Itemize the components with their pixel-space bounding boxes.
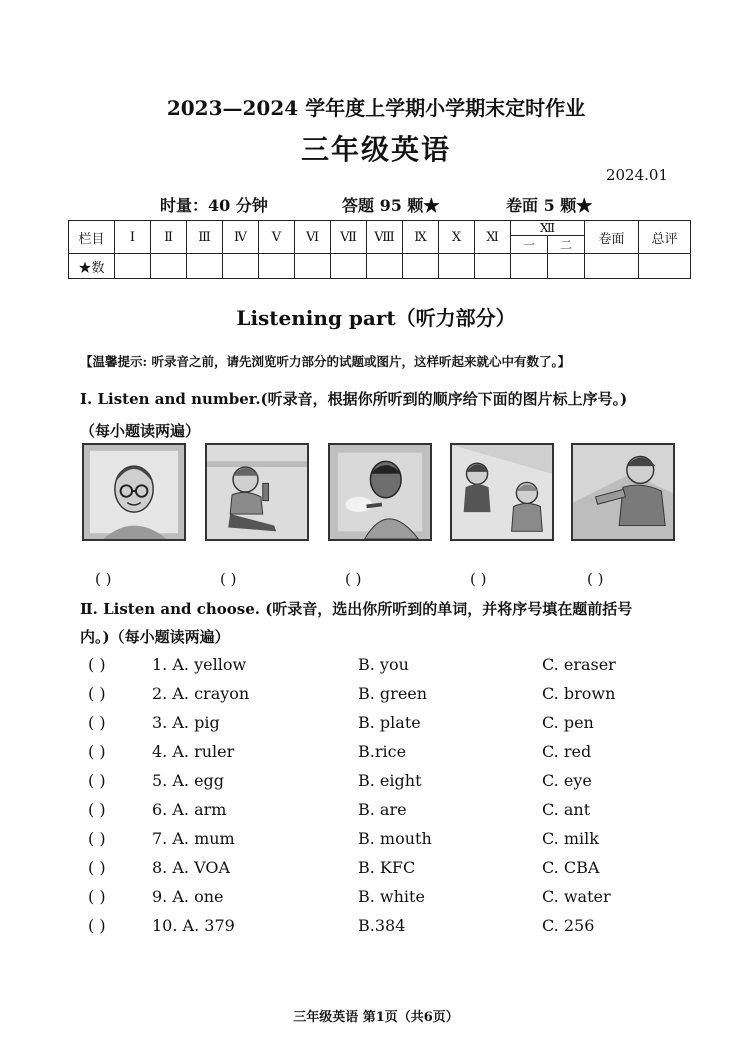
option-c: C. red: [542, 742, 592, 761]
option-b: B.rice: [358, 742, 407, 761]
score-col-header: Ⅹ: [439, 221, 475, 254]
option-b: B. are: [358, 800, 407, 819]
option-b: B. green: [358, 684, 428, 703]
score-cell[interactable]: [639, 254, 691, 279]
answer-bracket[interactable]: ( ): [88, 771, 106, 790]
exam-date: 2024.01: [605, 166, 668, 184]
score-subcol-header: 一: [511, 236, 548, 254]
subject-title: 三年级英语: [300, 133, 451, 166]
picture-girl-sitting: [205, 443, 309, 541]
option-b: B. white: [358, 887, 425, 906]
option-a: 4. A. ruler: [152, 742, 235, 761]
score-col-header: Ⅲ: [187, 221, 223, 254]
part2-heading: Ⅱ. Listen and choose. (听录音，选出你所听到的单词，并将序号填在题前括号: [80, 600, 633, 618]
option-b: B. mouth: [358, 829, 432, 848]
picture-boy-pointing: [328, 443, 432, 541]
part1-note: （每小题读两遍）: [80, 422, 201, 440]
score-table: [68, 220, 691, 279]
score-col-header: Ⅳ: [223, 221, 259, 254]
score-col-header: Ⅱ: [151, 221, 187, 254]
score-row-label: 栏目: [69, 221, 115, 254]
option-a: 3. A. pig: [152, 713, 220, 732]
answer-blank[interactable]: ( ): [345, 570, 362, 588]
score-cell[interactable]: [367, 254, 403, 279]
score-cell[interactable]: [585, 254, 639, 279]
picture-two-children: [450, 443, 554, 541]
answer-blank[interactable]: ( ): [220, 570, 237, 588]
choice-row: [88, 829, 648, 853]
answer-blank[interactable]: ( ): [470, 570, 487, 588]
neat-stars: 卷面 5 颗★: [506, 196, 593, 215]
listening-tip: 【温馨提示: 听录音之前，请先浏览听力部分的试题或图片，这样听起来就心中有数了。】: [80, 354, 571, 369]
option-c: C. CBA: [542, 858, 600, 877]
score-cell[interactable]: [475, 254, 511, 279]
option-b: B. KFC: [358, 858, 416, 877]
choice-row: [88, 713, 648, 737]
score-col-header: 总评: [639, 221, 691, 254]
choice-row: [88, 771, 648, 795]
answer-bracket[interactable]: ( ): [88, 887, 106, 906]
option-b: B. plate: [358, 713, 421, 732]
option-b: B. you: [358, 655, 409, 674]
option-c: C. eye: [542, 771, 592, 790]
option-a: 5. A. egg: [152, 771, 225, 790]
score-cell[interactable]: [151, 254, 187, 279]
answer-bracket[interactable]: ( ): [88, 684, 106, 703]
option-b: B. eight: [358, 771, 422, 790]
score-row-label: ★数: [69, 254, 115, 279]
option-a: 6. A. arm: [152, 800, 227, 819]
option-b: B.384: [358, 916, 406, 935]
score-cell[interactable]: [439, 254, 475, 279]
option-c: C. brown: [542, 684, 616, 703]
option-a: 2. A. crayon: [152, 684, 250, 703]
choice-row: [88, 742, 648, 766]
option-c: C. milk: [542, 829, 599, 848]
picture-boy-desk: [571, 443, 675, 541]
option-a: 10. A. 379: [152, 916, 235, 935]
score-col-header: Ⅷ: [367, 221, 403, 254]
answer-blank[interactable]: ( ): [587, 570, 604, 588]
choice-row: [88, 684, 648, 708]
listening-title: Listening part（听力部分）: [236, 306, 516, 330]
score-cell[interactable]: [259, 254, 295, 279]
answer-bracket[interactable]: ( ): [88, 916, 106, 935]
time-limit: 时量：40 分钟: [160, 196, 268, 215]
answer-blank[interactable]: ( ): [95, 570, 112, 588]
score-col-header: Ⅴ: [259, 221, 295, 254]
score-subcol-header: 二: [548, 236, 585, 254]
answer-bracket[interactable]: ( ): [88, 829, 106, 848]
picture-girl-glasses: [82, 443, 186, 541]
score-col-header: Ⅶ: [331, 221, 367, 254]
choice-row: [88, 887, 648, 911]
answer-bracket[interactable]: ( ): [88, 742, 106, 761]
choice-row: [88, 916, 648, 940]
score-cell[interactable]: [187, 254, 223, 279]
answer-bracket[interactable]: ( ): [88, 713, 106, 732]
score-col-header: 卷面: [585, 221, 639, 254]
choice-row: [88, 655, 648, 679]
option-a: 9. A. one: [152, 887, 224, 906]
part1-heading: I. Listen and number.(听录音，根据你所听到的顺序给下面的图片标上序号。): [80, 390, 628, 408]
score-cell[interactable]: [511, 254, 548, 279]
option-c: C. water: [542, 887, 611, 906]
score-col-header: Ⅵ: [295, 221, 331, 254]
answer-bracket[interactable]: ( ): [88, 800, 106, 819]
score-cell[interactable]: [403, 254, 439, 279]
option-a: 1. A. yellow: [152, 655, 247, 674]
score-cell[interactable]: [115, 254, 151, 279]
part2-heading-cont: 内。)（每小题读两遍）: [80, 628, 230, 646]
score-col-header: Ⅻ: [511, 221, 585, 236]
page-footer: 三年级英语 第1页（共6页）: [293, 1010, 459, 1025]
score-cell[interactable]: [331, 254, 367, 279]
option-c: C. eraser: [542, 655, 616, 674]
choice-row: [88, 800, 648, 824]
exam-title: 2023—2024 学年度上学期小学期末定时作业: [166, 96, 586, 120]
option-c: C. ant: [542, 800, 591, 819]
score-col-header: Ⅸ: [403, 221, 439, 254]
answer-stars: 答题 95 颗★: [342, 196, 440, 215]
score-col-header: Ⅰ: [115, 221, 151, 254]
score-cell[interactable]: [548, 254, 585, 279]
answer-bracket[interactable]: ( ): [88, 858, 106, 877]
answer-bracket[interactable]: ( ): [88, 655, 106, 674]
choice-row: [88, 858, 648, 882]
option-c: C. pen: [542, 713, 594, 732]
option-c: C. 256: [542, 916, 595, 935]
score-cell[interactable]: [223, 254, 259, 279]
option-a: 8. A. VOA: [152, 858, 231, 877]
score-col-header: Ⅺ: [475, 221, 511, 254]
option-a: 7. A. mum: [152, 829, 235, 848]
score-cell[interactable]: [295, 254, 331, 279]
